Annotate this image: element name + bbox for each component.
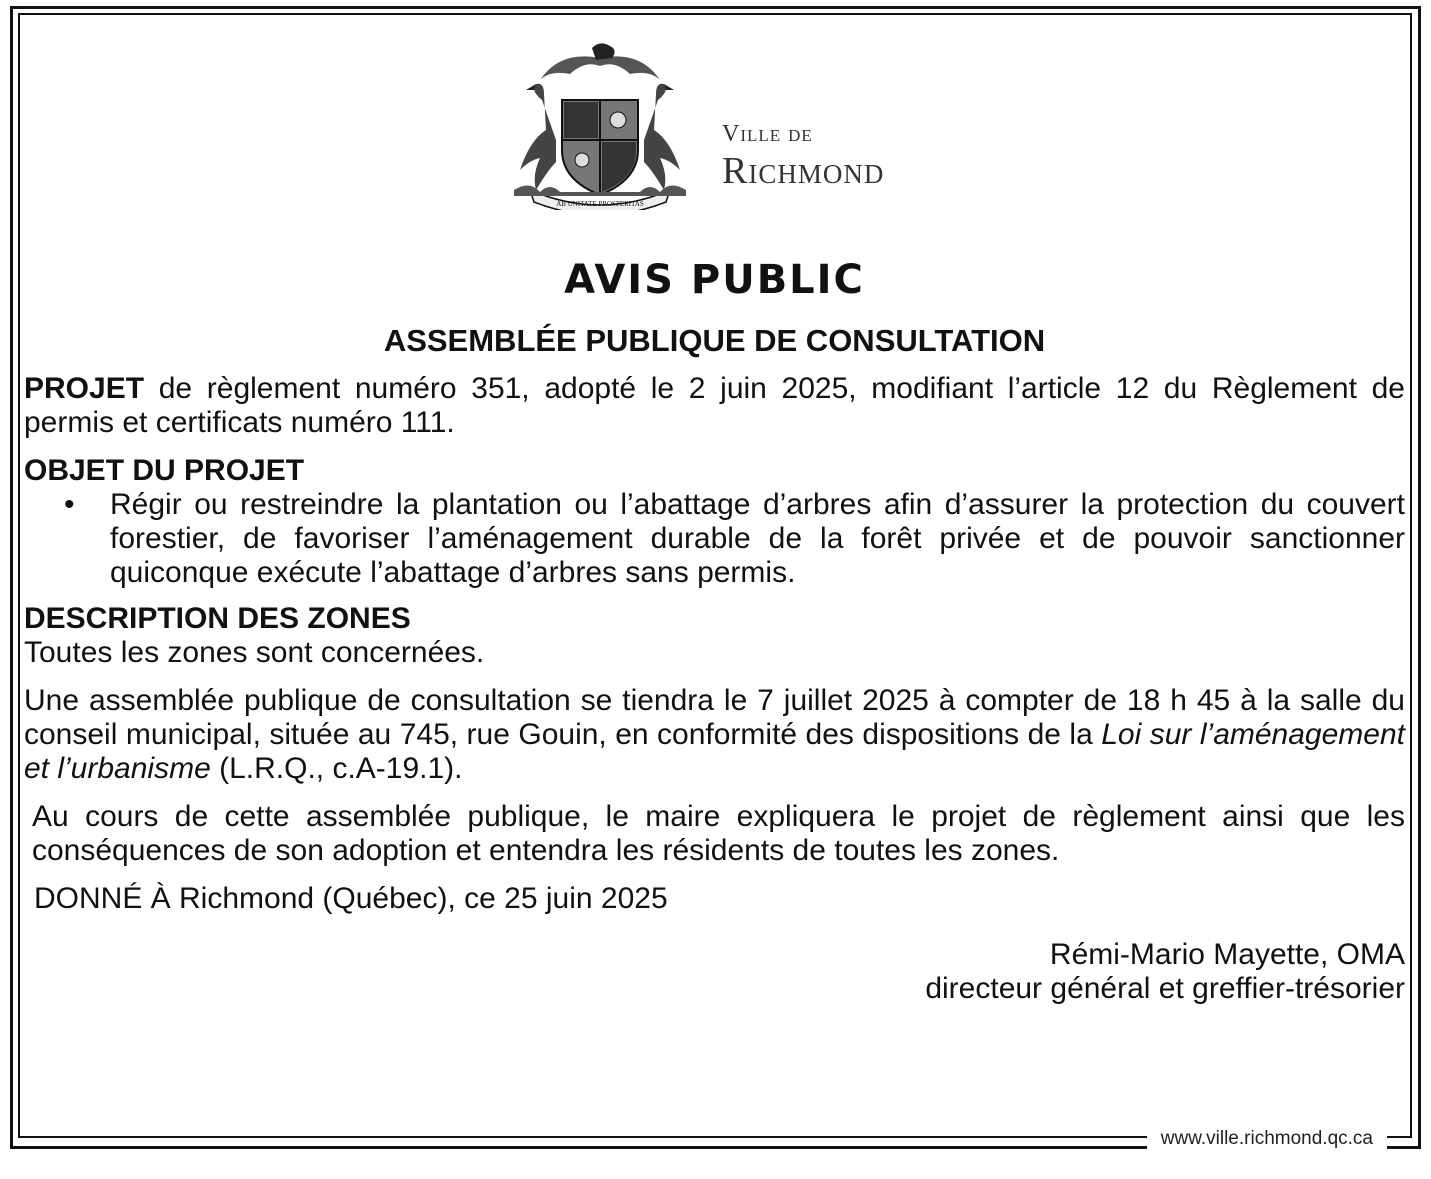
cours-paragraph: Au cours de cette assemblée publique, le maire expliquera le projet de règlement ainsi que les conséquences de son adoption et entendra les résidents de toutes les zones. (32, 800, 1405, 867)
town-wordmark-line1: Ville de (722, 121, 813, 147)
signature-block (24, 938, 1405, 1006)
given-at-line: DONNÉ À Richmond (Québec), ce 25 juin 2025 (34, 882, 668, 915)
bullet-icon: • (64, 488, 75, 521)
coat-of-arms-logo (500, 40, 700, 210)
objet-section (24, 454, 1405, 590)
motto-text: AB UNITATE PROSPERITAS (556, 200, 644, 208)
zones-text: Toutes les zones sont concernées. (24, 636, 485, 669)
zones-title: DESCRIPTION DES ZONES (24, 602, 411, 635)
notice-subtitle: ASSEMBLÉE PUBLIQUE DE CONSULTATION (383, 323, 1046, 358)
objet-item-text: Régir ou restreindre la plantation ou l’abattage d’arbres afin d’assurer la protection du couvert forestier, de favoriser l’aménagement durable de la forêt privée et de pouvoir sanctionner quiconque exécute l’abattage d’arbres sans permis. (110, 488, 1405, 589)
town-wordmark-line2: Richmond (722, 150, 885, 192)
signer-title: directeur général et greffier-trésorier (925, 972, 1405, 1005)
objet-list-item (24, 488, 1405, 590)
assembly-text-before: Une assemblée publique de consultation se tiendra le 7 juillet 2025 à compter de 18 h 45 à la salle du conseil municipal, située au 745, rue Gouin, en conformité des dispositions de la (24, 684, 1405, 751)
notice-content (24, 256, 1405, 1006)
website-url[interactable]: www.ville.richmond.qc.ca (1147, 1126, 1387, 1152)
notice-title: AVIS PUBLIC (564, 257, 865, 303)
zones-section (24, 602, 1405, 670)
project-text: de règlement numéro 351, adopté le 2 juin 2025, modifiant l’article 12 du Règlement de permis et certificats numéro 111. (24, 372, 1405, 439)
project-paragraph (24, 372, 1405, 440)
signer-name: Rémi-Mario Mayette, OMA (1049, 938, 1405, 971)
assembly-law-title: Loi sur l’aménagement et l’urbanisme (24, 718, 1405, 785)
objet-title: OBJET DU PROJET (24, 454, 305, 487)
assembly-paragraph (24, 684, 1405, 786)
town-wordmark (722, 122, 884, 190)
project-label: PROJET (24, 372, 145, 405)
assembly-text-after: (L.R.Q., c.A-19.1). (210, 752, 463, 785)
